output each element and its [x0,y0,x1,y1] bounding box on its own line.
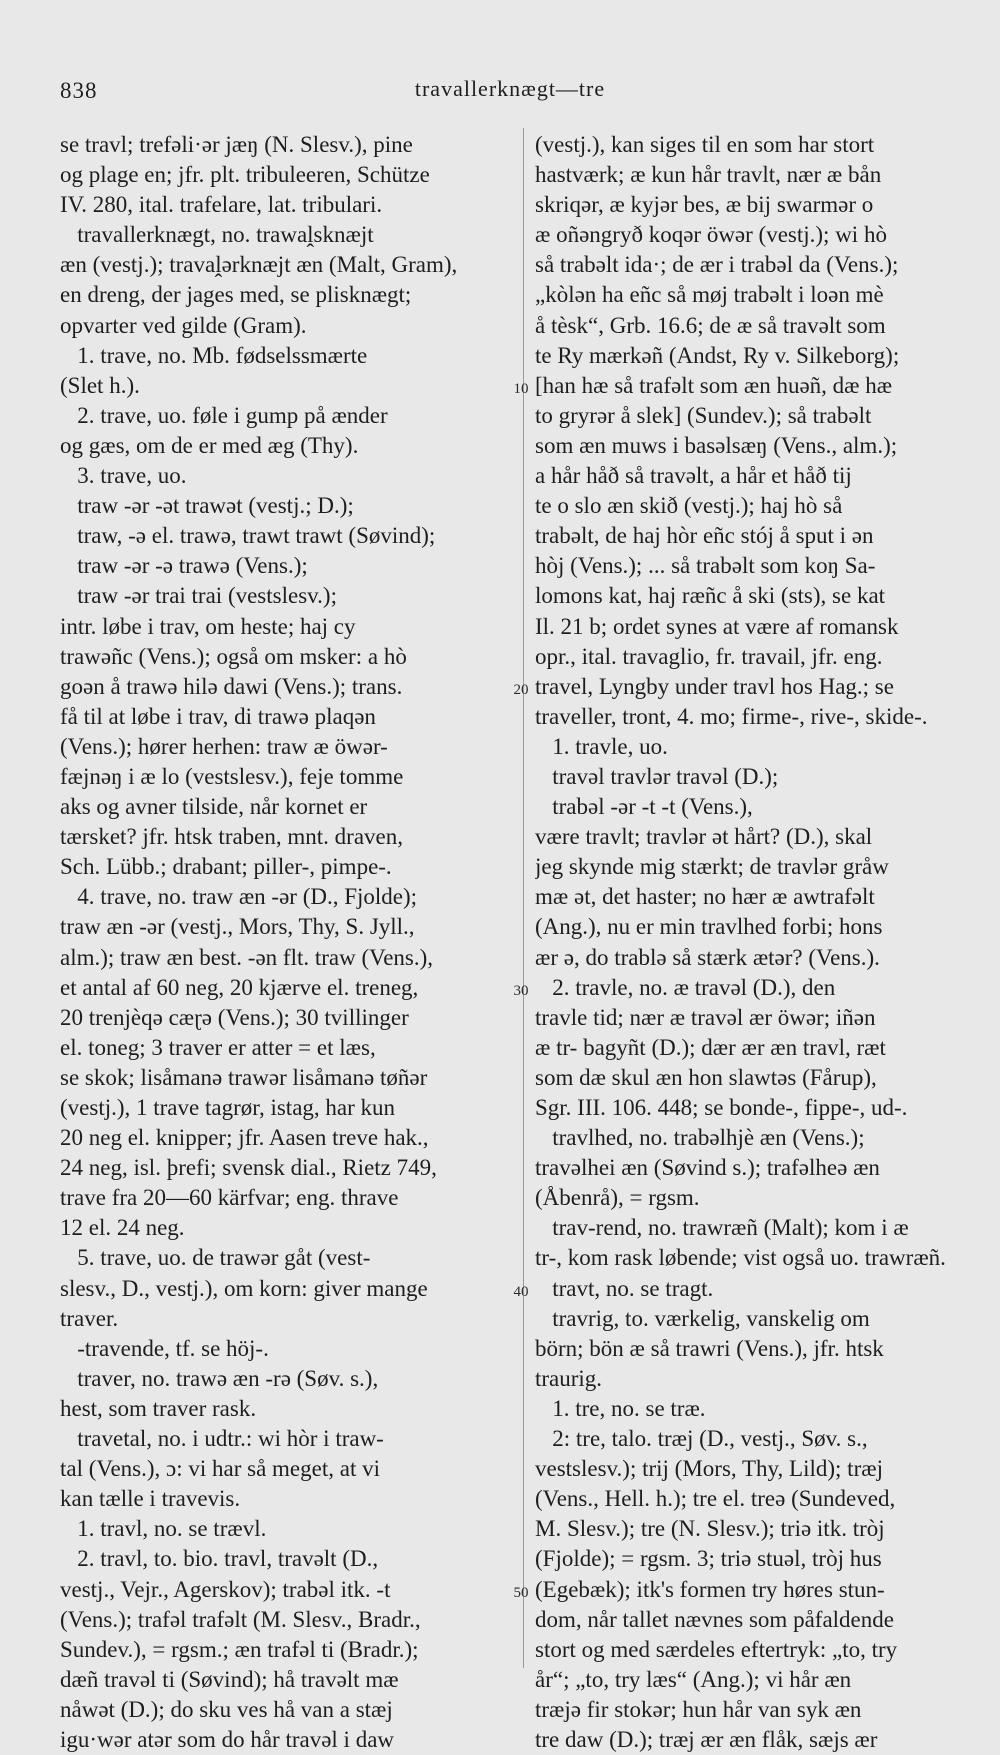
text-line: 20 trenjèqə cæɽə (Vens.); 30 tvillinger [60,1004,409,1030]
text-line: 1. travle, uo. [535,733,668,759]
text-line: få til at løbe i trav, di trawə plaqən [60,703,376,729]
text-line: trabəl -ər -t -t (Vens.), [535,794,753,820]
text-line: trabəlt, de haj hòr eñc stój å sput i ən [535,523,874,549]
text-line: (Ang.), nu er min travlhed forbi; hons [535,914,883,940]
text-line: år“; „to, try læs“ (Ang.); vi hår æn [535,1666,852,1692]
text-line: Il. 21 b; ordet synes at være af romansk [535,613,899,639]
text-line: Sch. Lübb.; drabant; piller-, pimpe-. [60,854,392,880]
text-line: 1. travl, no. se trævl. [60,1516,267,1542]
text-line: mæ ət, det haster; no hær æ awtrafəlt [535,884,875,910]
text-line: tr-, kom rask løbende; vist også uo. trawræñ. [535,1245,946,1271]
text-line: dom, når tallet nævnes som påfaldende [535,1606,894,1632]
text-line: 1. trave, no. Mb. fødselssmærte [60,342,368,368]
text-line: se skok; lisåmanə trawər lisåmanə tøñər [60,1064,428,1090]
text-line: traw æn -ər (vestj., Mors, Thy, S. Jyll., [60,914,415,940]
text-line: hest, som traver rask. [60,1395,257,1421]
text-line: 12 el. 24 neg. [60,1215,185,1241]
text-line: træjə fir stokər; hun hår van syk æn [535,1696,862,1722]
text-line: så trabəlt ida·; de ær i trabəl da (Vens.); [535,252,899,278]
text-line: 1. tre, no. se træ. [535,1395,706,1421]
text-line: goən å trawə hilə dawi (Vens.); trans. [60,673,403,699]
text-line: hastværk; æ kun hår travlt, nær æ bån [535,162,882,188]
text-line: tre daw (D.); træj ær æn flåk, sæjs ær [535,1726,878,1752]
text-line: 4. trave, no. traw æn -ər (D., Fjolde); [60,884,418,910]
text-line: traw -ər trai trai (vestslesv.); [60,583,337,609]
text-line: travt, no. se tragt. [535,1275,714,1301]
text-line: igu·wər atər som do hår travəl i daw [60,1726,395,1752]
text-line: 20 neg el. knipper; jfr. Aasen treve hak., [60,1125,429,1151]
text-line: traveller, tront, 4. mo; firme-, rive-, skide-. [535,703,928,729]
text-line: tal (Vens.), ɔ: vi har så meget, at vi [60,1456,380,1482]
text-line: börn; bön æ så trawri (Vens.), jfr. htsk [535,1335,884,1361]
text-line: travallerknægt, no. trawaḽsknæjt [60,222,374,248]
left-column [60,130,512,1755]
line-number-30: 30 [513,983,529,999]
text-line: travlhed, no. trabəlhjè æn (Vens.); [535,1125,865,1151]
text-line: (Vens.); trafəl trafəlt (M. Slesv., Bradr., [60,1606,421,1632]
text-line: være travlt; travlər ət hårt? (D.), skal [535,824,873,850]
text-line: te Ry mærkəñ (Andst, Ry v. Silkeborg); [535,342,900,368]
text-line: „kòlən ha eñc så møj trabəlt i loən mè [535,282,884,308]
text-line: traver, no. trawə æn -rə (Søv. s.), [60,1365,379,1391]
text-line: hòj (Vens.); ... så trabəlt som koŋ Sa- [535,553,876,579]
text-line: M. Slesv.); tre (N. Slesv.); triə itk. tròj [535,1516,885,1542]
text-line: (Vens.); hører herhen: traw æ öwər- [60,733,388,759]
text-line: nåwət (D.); do sku ves hå van a stæj [60,1696,393,1722]
text-line: (Fjolde); = rgsm. 3; triə stuəl, tròj hus [535,1546,882,1572]
page-number: 838 [60,78,98,103]
text-line: kan tælle i travevis. [60,1486,241,1512]
text-line: vestslesv.); trij (Mors, Thy, Lild); træj [535,1456,883,1482]
text-line: aks og avner tilside, når kornet er [60,794,368,820]
text-line: opr., ital. travaglio, fr. travail, jfr. eng. [535,643,883,669]
text-line: stort og med særdeles eftertryk: „to, try [535,1636,898,1662]
column-divider [523,128,524,1668]
text-line: se travl; trefəli·ər jæŋ (N. Slesv.), pine [60,132,413,157]
text-line: 5. trave, uo. de trawər gåt (vest- [60,1245,371,1271]
text-line: travel, Lyngby under travl hos Hag.; se [535,673,894,699]
text-line: traver. [60,1305,119,1331]
text-line: som dæ skul æn hon slawtəs (Fårup), [535,1064,877,1090]
text-line: æ oñəngryð koqər öwər (vestj.); wi hò [535,222,887,248]
text-line: traw -ər -ət trawət (vestj.; D.); [60,493,354,519]
text-line: skriqər, æ kyjər bes, æ bij swarmər o [535,192,874,218]
text-line: IV. 280, ital. trafelare, lat. tribulari. [60,192,383,218]
text-line: a hår håð så travəlt, a hår et håð tij [535,463,852,489]
text-line: (vestj.), kan siges til en som har stort [535,132,875,157]
line-number-20: 20 [513,682,529,698]
text-line: travəlhei æn (Søvind s.); trafəlheə æn [535,1155,880,1181]
text-line: travle tid; nær æ travəl ær öwər; iñən [535,1004,876,1030]
text-line: -travende, tf. se höj-. [60,1335,269,1361]
text-line: fæjnəŋ i æ lo (vestslesv.), feje tomme [60,763,404,789]
text-line: opvarter ved gilde (Gram). [60,312,307,338]
right-column [535,130,977,1755]
text-line: en dreng, der jages med, se plisknægt; [60,282,412,308]
text-line: to gryrər å slek] (Sundev.); så trabəlt [535,402,872,428]
text-line: traw -ər -ə trawə (Vens.); [60,553,308,579]
text-line: jeg skynde mig stærkt; de travlər gråw [535,854,889,880]
text-line: slesv., D., vestj.), om korn: giver mange [60,1275,428,1301]
text-line: dæñ travəl ti (Søvind); hå travəlt mæ [60,1666,399,1692]
text-line: 24 neg, isl. þrefi; svensk dial., Rietz 749, [60,1155,437,1181]
text-line: 2: tre, talo. træj (D., vestj., Søv. s., [535,1426,868,1452]
line-number-50: 50 [513,1585,529,1601]
text-line: (vestj.), 1 trave tagrør, istag, har kun [60,1095,396,1120]
text-line: æ tr- bagyñt (D.); dær ær æn travl, ræt [535,1034,886,1060]
text-line: og plage en; jfr. plt. tribuleeren, Schütze [60,162,430,188]
text-line: vestj., Vejr., Agerskov); trabəl itk. -t [60,1576,391,1602]
text-line: traurig. [535,1365,603,1391]
text-line: trav-rend, no. trawræñ (Malt); kom i æ [535,1215,909,1241]
text-line: 2. travl, to. bio. travl, travəlt (D., [60,1546,379,1572]
text-line: trawəñc (Vens.); også om msker: a hò [60,643,407,669]
text-line: travetal, no. i udtr.: wi hòr i traw- [60,1426,384,1452]
text-line: (Vens., Hell. h.); tre el. treə (Sundeved, [535,1486,896,1512]
text-line: (Slet h.). [60,372,140,398]
text-line: Sundev.), = rgsm.; æn trafəl ti (Bradr.); [60,1636,419,1662]
line-number-40: 40 [513,1284,529,1300]
text-line: traw, -ə el. trawə, trawt trawt (Søvind); [60,523,436,549]
text-line: ær ə, do trablə så stærk ætər? (Vens.). [535,944,880,970]
text-line: intr. løbe i trav, om heste; haj cy [60,613,356,639]
text-line: æn (vestj.); travaḽərknæjt æn (Malt, Gram), [60,252,458,278]
text-line: [han hæ så trafəlt som æn huəñ, dæ hæ [535,372,893,398]
text-line: 2. trave, uo. føle i gump på ænder [60,402,388,428]
text-line: alm.); traw æn best. -ən flt. traw (Vens.), [60,944,434,970]
text-line: te o slo æn skið (vestj.); haj hò så [535,493,843,519]
text-line: travəl travlər travəl (D.); [535,763,779,789]
text-line: tærsket? jfr. htsk traben, mnt. draven, [60,824,404,850]
running-head: travallerknægt—tre [414,76,606,101]
text-line: lomons kat, haj ræñc å ski (sts), se kat [535,583,886,609]
text-line: å tèsk“, Grb. 16.6; de æ så travəlt som [535,312,886,338]
text-line: 3. trave, uo. [60,463,187,489]
text-line: (Åbenrå), = rgsm. [535,1185,700,1211]
line-number-10: 10 [513,381,529,397]
text-line: og gæs, om de er med æg (Thy). [60,432,359,458]
text-line: trave fra 20—60 kärfvar; eng. thrave [60,1185,399,1211]
text-line: el. toneg; 3 traver er atter = et læs, [60,1034,376,1060]
text-line: et antal af 60 neg, 20 kjærve el. treneg, [60,974,419,1000]
text-line: 2. travle, no. æ travəl (D.), den [535,974,836,1000]
text-line: (Egebæk); itk's formen try høres stun- [535,1576,885,1602]
text-line: som æn muws i basəlsæŋ (Vens., alm.); [535,432,898,458]
text-line: Sgr. III. 106. 448; se bonde-, fippe-, ud-. [535,1095,908,1120]
text-line: travrig, to. værkelig, vanskelig om [535,1305,870,1331]
